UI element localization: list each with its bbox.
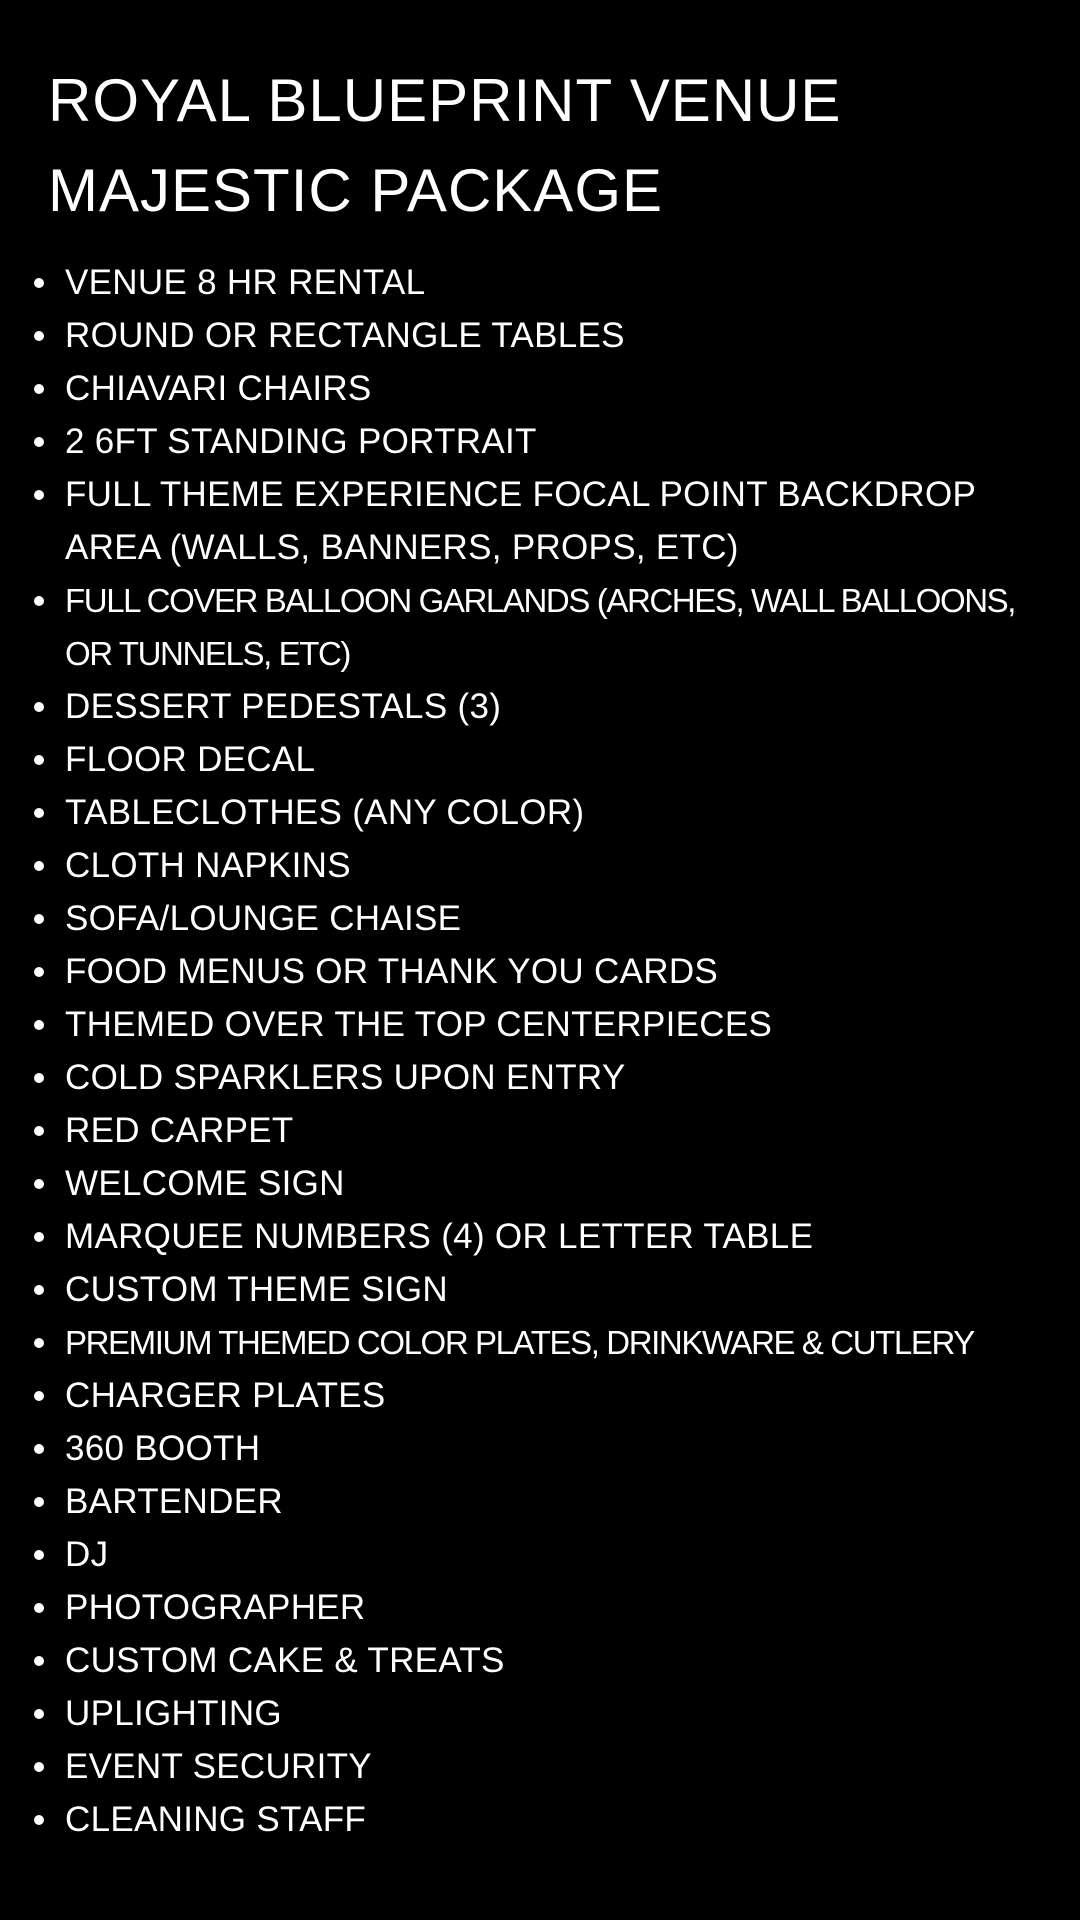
list-item: CHIAVARI CHAIRS <box>48 362 1040 415</box>
list-item: MARQUEE NUMBERS (4) OR LETTER TABLE <box>48 1210 1040 1263</box>
list-item: THEMED OVER THE TOP CENTERPIECES <box>48 998 1040 1051</box>
list-item: CLEANING STAFF <box>48 1793 1040 1846</box>
list-item: DJ <box>48 1528 1040 1581</box>
list-item: PHOTOGRAPHER <box>48 1581 1040 1634</box>
list-item: SOFA/LOUNGE CHAISE <box>48 892 1040 945</box>
list-item: WELCOME SIGN <box>48 1157 1040 1210</box>
page-title <box>48 56 1040 236</box>
list-item: CHARGER PLATES <box>48 1369 1040 1422</box>
list-item: RED CARPET <box>48 1104 1040 1157</box>
list-item: BARTENDER <box>48 1475 1040 1528</box>
list-item: FULL THEME EXPERIENCE FOCAL POINT BACKDROP AREA (WALLS, BANNERS, PROPS, ETC) <box>48 468 1040 574</box>
list-item: PREMIUM THEMED COLOR PLATES, DRINKWARE & CUTLERY <box>48 1316 1040 1369</box>
list-item: ROUND OR RECTANGLE TABLES <box>48 309 1040 362</box>
list-item: 360 BOOTH <box>48 1422 1040 1475</box>
list-item: COLD SPARKLERS UPON ENTRY <box>48 1051 1040 1104</box>
list-item: UPLIGHTING <box>48 1687 1040 1740</box>
title-line-2: MAJESTIC PACKAGE <box>48 157 664 224</box>
list-item: CUSTOM CAKE & TREATS <box>48 1634 1040 1687</box>
title-line-1: ROYAL BLUEPRINT VENUE <box>48 67 842 134</box>
list-item: VENUE 8 HR RENTAL <box>48 256 1040 309</box>
list-item: FULL COVER BALLOON GARLANDS (ARCHES, WALL BALLOONS, OR TUNNELS, ETC) <box>48 574 1040 680</box>
list-item: CLOTH NAPKINS <box>48 839 1040 892</box>
list-item: CUSTOM THEME SIGN <box>48 1263 1040 1316</box>
list-item: FOOD MENUS OR THANK YOU CARDS <box>48 945 1040 998</box>
list-item: TABLECLOTHES (ANY COLOR) <box>48 786 1040 839</box>
list-item: DESSERT PEDESTALS (3) <box>48 680 1040 733</box>
list-item: EVENT SECURITY <box>48 1740 1040 1793</box>
list-item: FLOOR DECAL <box>48 733 1040 786</box>
list-item: 2 6FT STANDING PORTRAIT <box>48 415 1040 468</box>
package-items-list <box>48 256 1040 1846</box>
